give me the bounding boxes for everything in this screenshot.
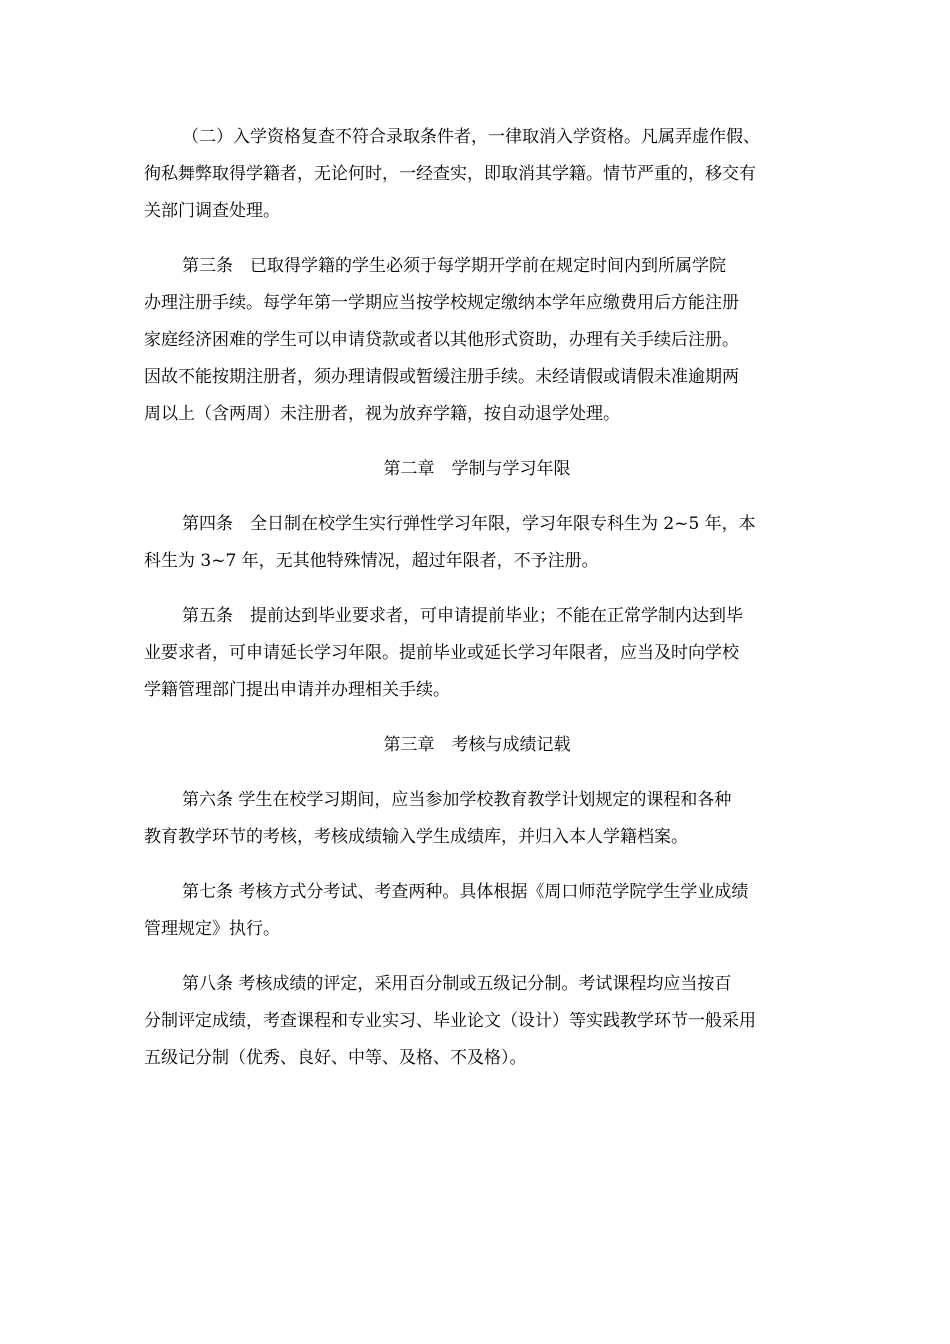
paragraph-article-8	[144, 966, 810, 1077]
paragraph-article-7	[144, 874, 810, 948]
text-line: 分制评定成绩，考查课程和专业实习、毕业论文（设计）等实践教学环节一般采用	[144, 1011, 756, 1031]
text-line: 第五条 提前达到毕业要求者，可申请提前毕业；不能在正常学制内达到毕	[182, 606, 743, 626]
text-line: （二）入学资格复查不符合录取条件者，一律取消入学资格。凡属弄虚作假、	[182, 127, 760, 147]
document-body	[144, 119, 810, 1095]
paragraph-article-3	[144, 248, 810, 433]
chapter-3-heading: 第三章 考核与成绩记载	[383, 735, 571, 755]
text-line: 因故不能按期注册者，须办理请假或暂缓注册手续。未经请假或请假未准逾期两	[144, 367, 739, 387]
text-line: 教育教学环节的考核，考核成绩输入学生成绩库，并归入本人学籍档案。	[144, 827, 688, 847]
text-line: 第六条 学生在校学习期间，应当参加学校教育教学计划规定的课程和各种	[182, 790, 732, 810]
text-line: 徇私舞弊取得学籍者，无论何时，一经查实，即取消其学籍。情节严重的，移交有	[144, 164, 756, 184]
paragraph-article-6	[144, 782, 810, 856]
paragraph-admission-review	[144, 119, 810, 230]
text-line: 业要求者，可申请延长学习年限。提前毕业或延长学习年限者，应当及时向学校	[144, 643, 739, 663]
text-line: 第七条 考核方式分考试、考查两种。具体根据《周口师范学院学生学业成绩	[182, 882, 749, 902]
text-line: 关部门调查处理。	[144, 201, 280, 221]
text-line: 管理规定》执行。	[144, 919, 280, 939]
text-line: 家庭经济困难的学生可以申请贷款或者以其他形式资助，办理有关手续后注册。	[144, 330, 739, 350]
text-line: 五级记分制（优秀、良好、中等、及格、不及格）。	[144, 1048, 527, 1068]
text-line: 学籍管理部门提出申请并办理相关手续。	[144, 680, 450, 700]
paragraph-article-4	[144, 506, 810, 580]
text-line: 办理注册手续。每学年第一学期应当按学校规定缴纳本学年应缴费用后方能注册	[144, 293, 739, 313]
text-line: 第八条 考核成绩的评定，采用百分制或五级记分制。考试课程均应当按百	[182, 974, 732, 994]
text-line: 第四条 全日制在校学生实行弹性学习年限，学习年限专科生为 2~5 年，本	[182, 514, 756, 534]
text-line: 周以上（含两周）未注册者，视为放弃学籍，按自动退学处理。	[144, 404, 620, 424]
chapter-2-heading: 第二章 学制与学习年限	[383, 459, 571, 479]
paragraph-article-5	[144, 598, 810, 709]
text-line: 科生为 3~7 年，无其他特殊情况，超过年限者，不予注册。	[144, 551, 599, 571]
text-line: 第三条 已取得学籍的学生必须于每学期开学前在规定时间内到所属学院	[182, 256, 726, 276]
